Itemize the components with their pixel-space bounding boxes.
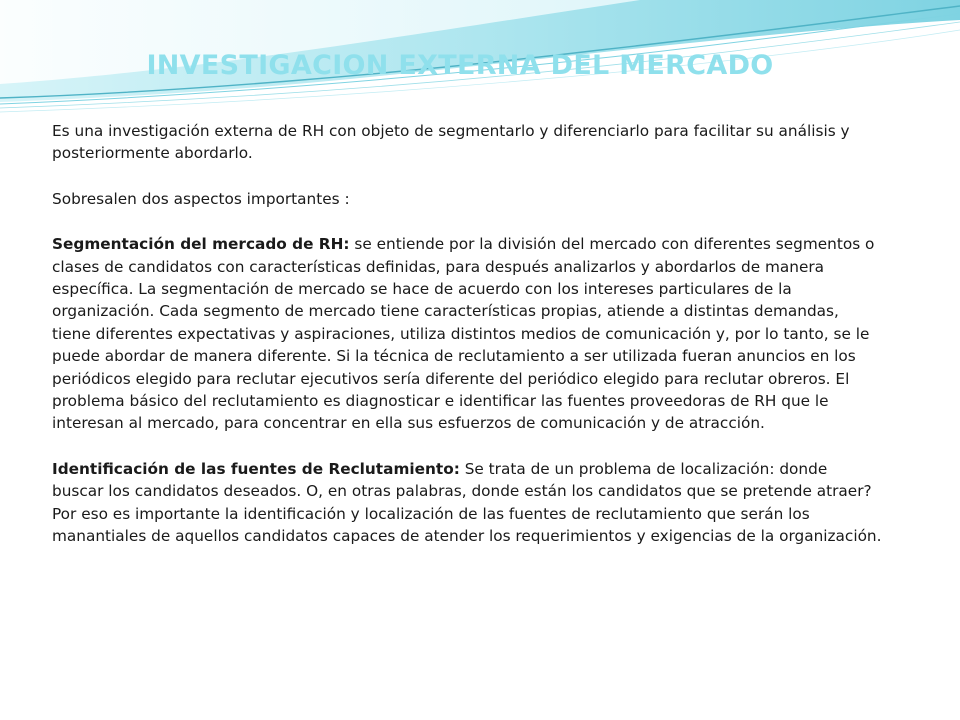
intro-paragraph: Es una investigación externa de RH con objeto de segmentarlo y diferenciarlo para facilitar su análisis y posteriormente abordarlo. xyxy=(52,122,850,163)
segmentation-text: se entiende por la división del mercado con diferentes segmentos o clases de candidatos con características definidas, para después analizarlos y abordarlos de manera específica. La segmentación de mercado se hace de acuerdo con los intereses particulares de la organización. Cada segmento de mercado tiene características propias, atiende a distintas demandas, tiene diferentes expectativas y aspiraciones, utiliza distintos medios de comunicación y, por lo tanto, se le puede abordar de manera diferente. Si la técnica de reclutamiento a ser utilizada fueran anuncios en los periódicos elegido para reclutar ejecutivos sería diferente del periódico elegido para reclutar obreros. El problema básico del reclutamiento es diagnosticar e identificar las fuentes proveedoras de RH que le interesan al mercado, para concentrar en ella sus esfuerzos de comunicación y de atracción. xyxy=(52,235,875,433)
slide-title: INVESTIGACION EXTERNA DEL MERCADO xyxy=(146,50,774,81)
slide-body xyxy=(52,120,882,571)
segmentation-paragraph xyxy=(52,233,882,435)
identification-paragraph xyxy=(52,458,882,548)
aspects-heading: Sobresalen dos aspectos importantes : xyxy=(52,189,350,208)
identification-text: Se trata de un problema de localización: donde buscar los candidatos deseados. O, en otras palabras, donde están los candidatos que se pretende atraer? Por eso es importante la identificación y localización de las fuentes de reclutamiento que serán los manantiales de aquellos candidatos capaces de atender los requerimientos y exigencias de la organización. xyxy=(52,459,882,546)
identification-term: Identificación de las fuentes de Reclutamiento: xyxy=(52,459,460,478)
segmentation-term: Segmentación del mercado de RH: xyxy=(52,235,350,254)
